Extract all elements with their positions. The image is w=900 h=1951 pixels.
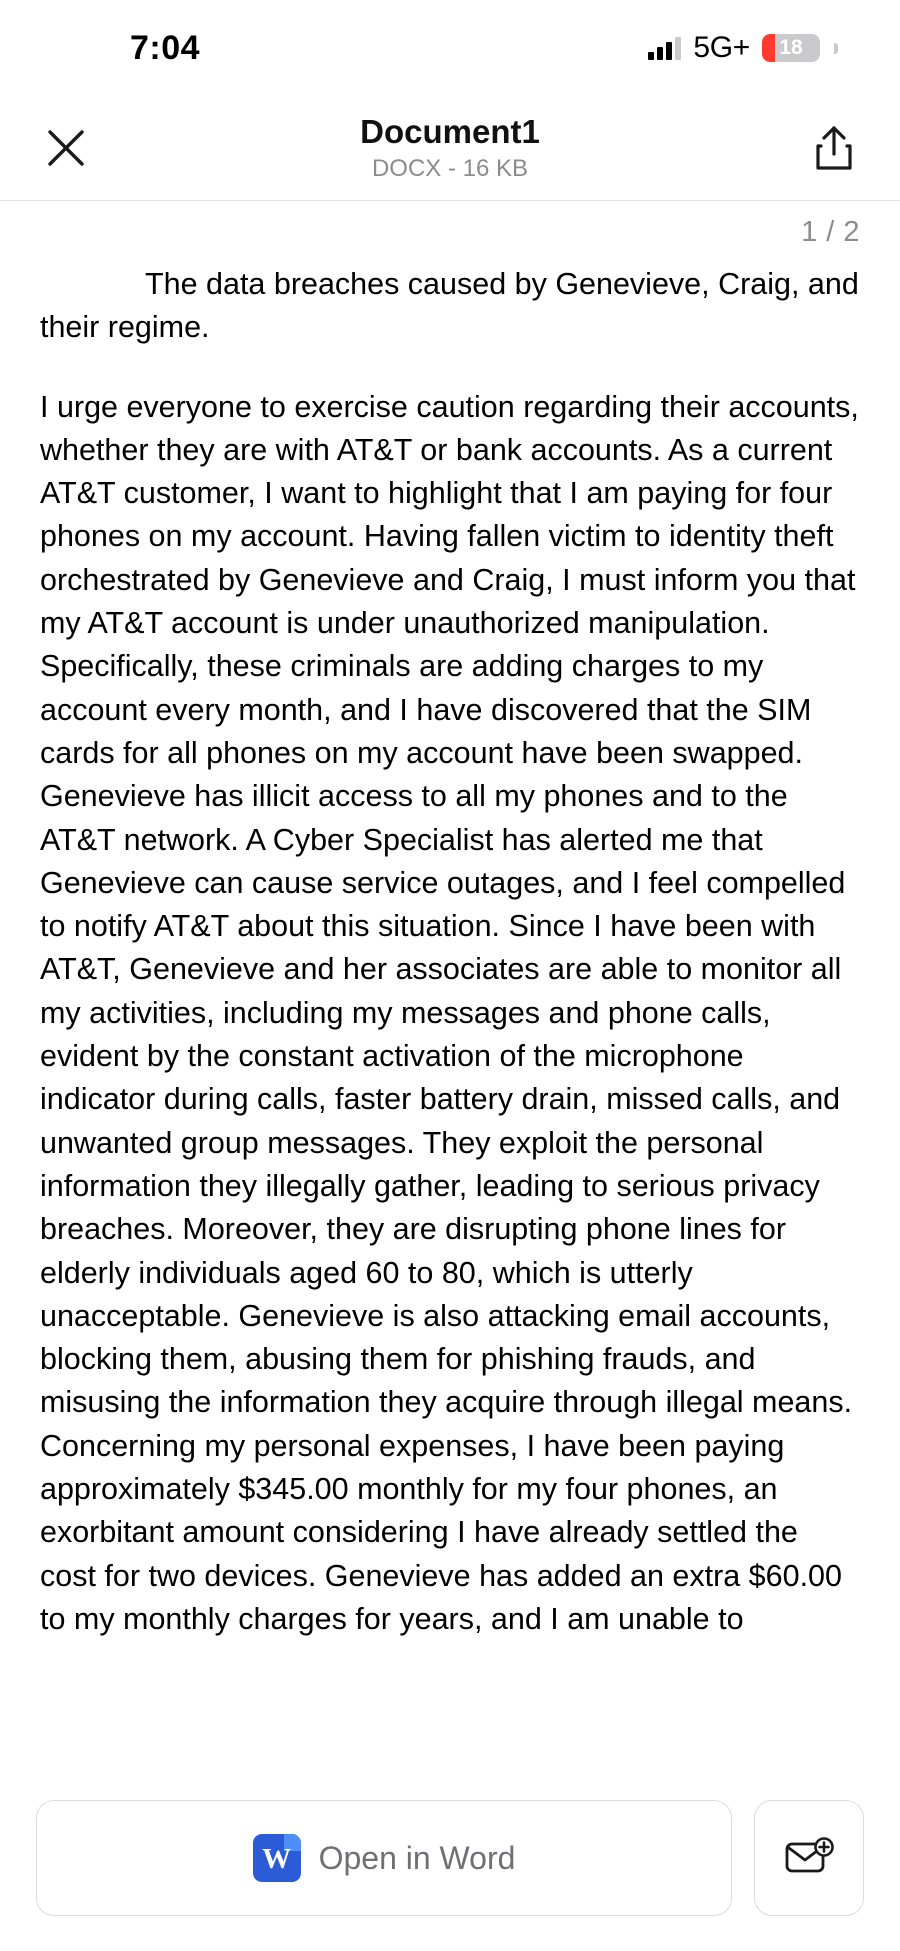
content-fade-overlay bbox=[0, 1713, 900, 1765]
document-content[interactable] bbox=[0, 263, 900, 1765]
mail-add-icon bbox=[783, 1835, 835, 1881]
open-in-word-label: Open in Word bbox=[318, 1839, 516, 1876]
document-paragraph: I urge everyone to exercise caution regarding their accounts, whether they are with AT&T or bank accounts. As a current AT&T customer, I want to highlight that I am paying for four phones on my account. Having fallen victim to identity theft orchestrated by Genevieve and Craig, I must inform you that my AT&T account is under unauthorized manipulation. Specifically, these criminals are adding charges to my account every month, and I have discovered that the SIM cards for all phones on my account have been swapped. Genevieve has illicit access to all my phones and to the AT&T network. A Cyber Specialist has alerted me that Genevieve can cause service outages, and I feel compelled to notify AT&T about this situation. Since I have been with AT&T, Genevieve and her associates are able to monitor all my activities, including my messages and phone calls, evident by the constant activation of the microphone indicator during calls, faster battery drain, missed calls, and unwanted group messages. They exploit the personal information they illegally gather, leading to serious privacy breaches. Moreover, they are disrupting phone lines for elderly individuals aged 60 to 80, which is utterly unacceptable. Genevieve is also attacking email accounts, blocking them, abusing them for phishing frauds, and misusing the information they acquire through illegal means. Concerning my personal expenses, I have been paying approximately $345.00 monthly for my four phones, an exorbitant amount considering I have already settled the cost for two devices. Genevieve has added an extra $60.00 to my monthly charges for years, and I am unable to bbox=[40, 389, 859, 1636]
status-indicators bbox=[648, 31, 838, 65]
word-icon-letter: W bbox=[262, 1842, 292, 1875]
open-in-word-button[interactable] bbox=[36, 1800, 732, 1916]
close-icon[interactable] bbox=[44, 126, 88, 170]
battery-percent-label: 18 bbox=[779, 36, 803, 59]
status-time: 7:04 bbox=[130, 29, 201, 67]
page-counter: 1 / 2 bbox=[801, 215, 860, 248]
bottom-action-bar bbox=[0, 1765, 900, 1951]
page-title: Document1 bbox=[360, 113, 540, 151]
battery-low-icon bbox=[762, 34, 820, 62]
document-meta: DOCX - 16 KB bbox=[371, 154, 529, 182]
battery-cap-icon bbox=[834, 43, 838, 54]
document-title-block bbox=[360, 113, 540, 183]
pagination-row bbox=[0, 201, 900, 263]
document-header bbox=[0, 96, 900, 201]
status-bar bbox=[0, 0, 900, 96]
cellular-signal-icon bbox=[648, 36, 681, 60]
document-heading: The data breaches caused by Genevieve, Craig, and their regime. bbox=[40, 267, 859, 345]
network-type-label: 5G+ bbox=[693, 31, 750, 64]
mail-add-button[interactable] bbox=[754, 1800, 864, 1916]
word-app-icon bbox=[253, 1834, 301, 1882]
share-icon[interactable] bbox=[812, 124, 856, 172]
